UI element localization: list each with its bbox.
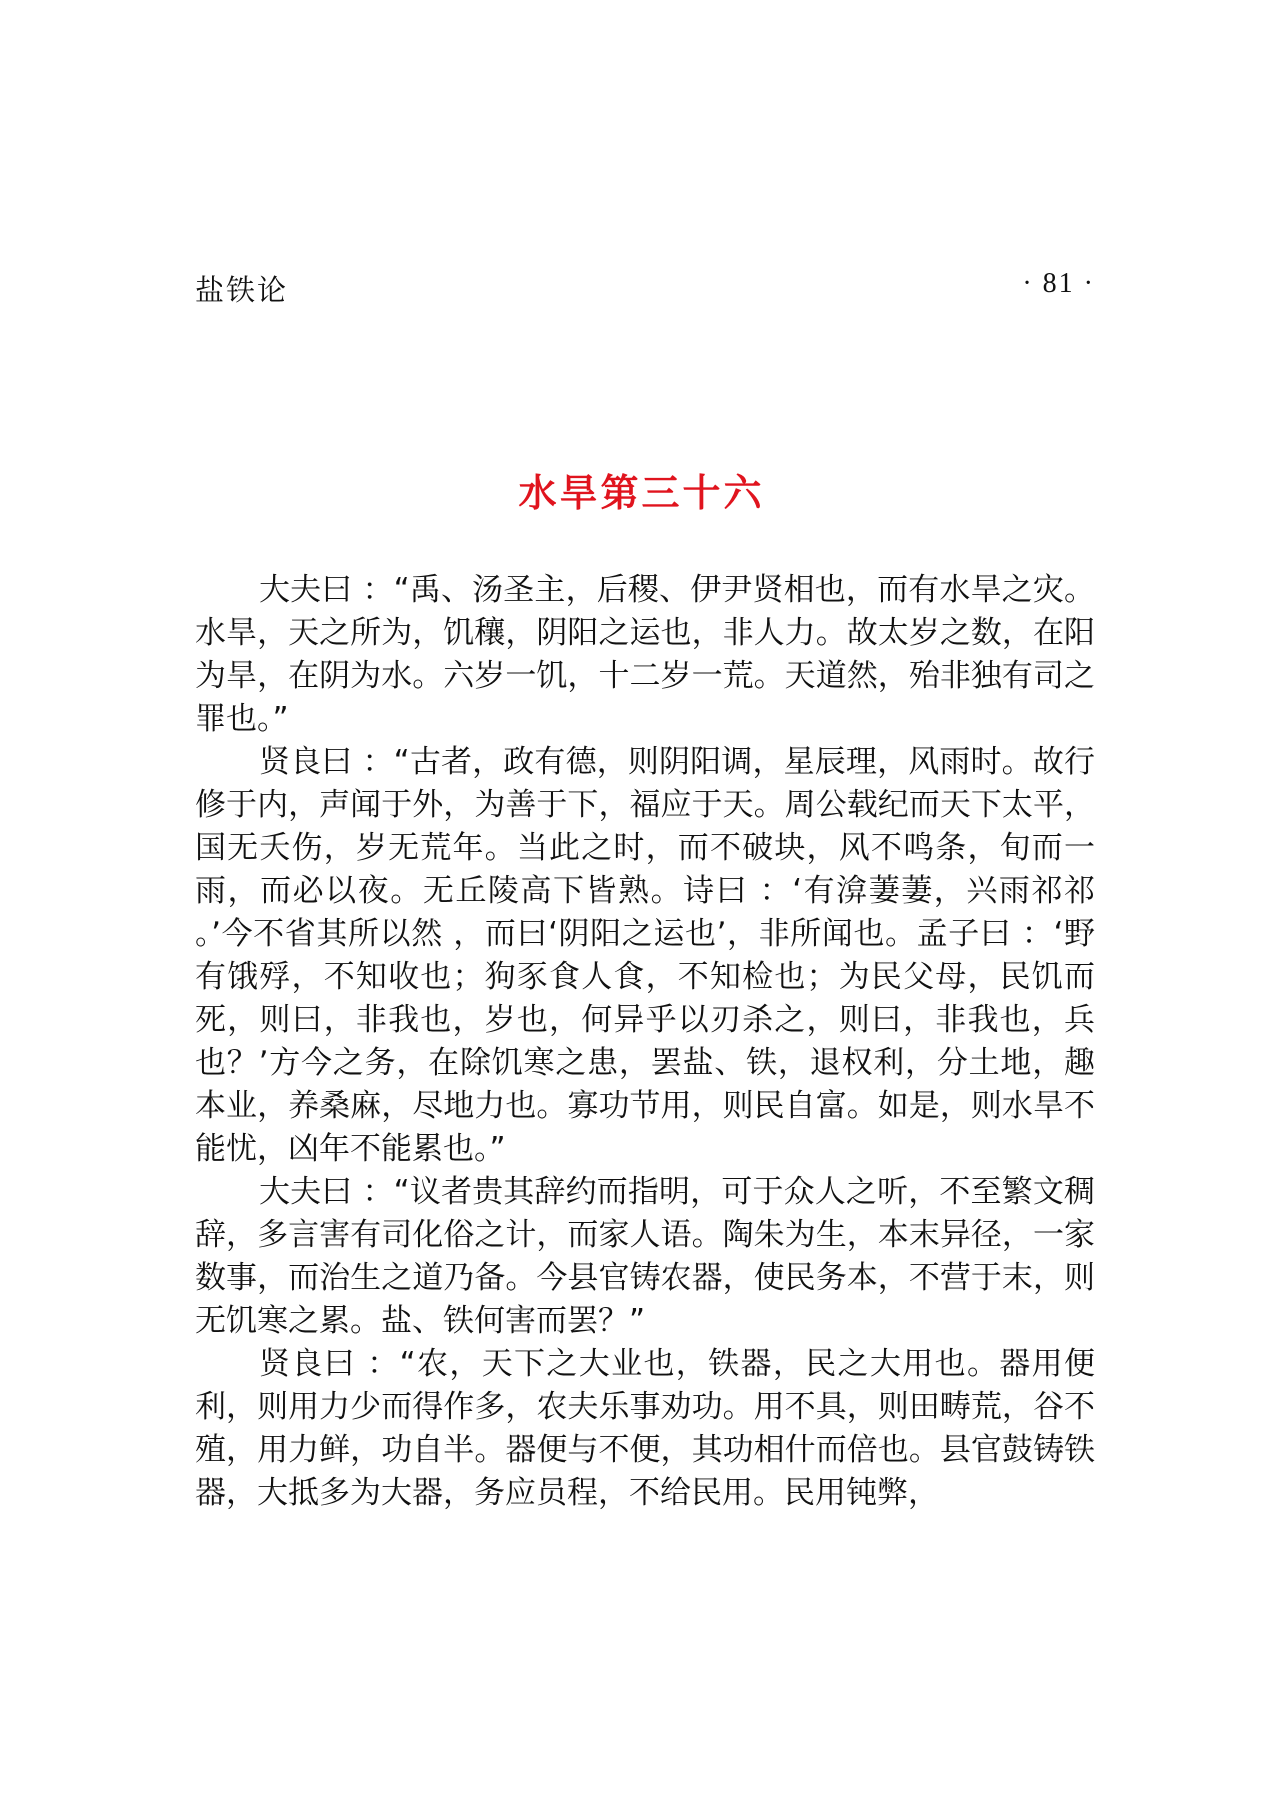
running-head: [195, 268, 1095, 308]
paragraph: 贤良曰 ：“古者，政有德，则阴阳调，星辰理，风雨时。故行修于内，声闻于外，为善于下，福应于天。周公载纪而天下太平，国无夭伤，岁无荒年。当此之时，而不破块，风不鸣条，旬而一雨，而必以夜。无丘陵高下皆熟。诗曰 ：‘有渰萋萋，兴雨祁祁 。’今不省其所以然 ，而曰‘阴阳之运也’，非所闻也。孟子曰 ：‘野有饿殍，不知收也；狗豕食人食，不知检也；为民父母，民饥而死，则曰，非我也，岁也，何异乎以刃杀之，则曰，非我也，兵也？’方今之务，在除饥寒之患，罢盐、铁，退权利，分土地，趣本业，养桑麻，尽地力也。寡功节用，则民自富。如是，则水旱不能忧，凶年不能累也。”: [195, 744, 1095, 1167]
chapter-title: 水旱第三十六: [518, 471, 765, 515]
paragraph: 大夫曰 ：“议者贵其辞约而指明，可于众人之听，不至繁文稠辞，多言害有司化俗之计，而家人语。陶朱为生，本末异径，一家数事，而治生之道乃备。今县官铸农器，使民务本，不营于末，则无饥寒之累。盐、铁何害而罢？”: [195, 1174, 1095, 1339]
paragraph: 大夫曰 ：“禹、汤圣主，后稷、伊尹贤相也，而有水旱之灾。水旱，天之所为，饥穰，阴阳之运也，非人力。故太岁之数，在阳为旱，在阴为水。六岁一饥，十二岁一荒。天道然，殆非独有司之罪也。”: [195, 572, 1095, 737]
page-number: · 81 ·: [1022, 268, 1095, 299]
book-title: 盐铁论: [195, 273, 289, 307]
body-text: [195, 569, 1095, 1515]
paragraph: 贤良曰 ：“农，天下之大业也，铁器，民之大用也。器用便利，则用力少而得作多，农夫乐事劝功。用不具，则田畴荒，谷不殖，用力鲜，功自半。器便与不便，其功相什而倍也。县官鼓铸铁器，大抵多为大器，务应员程，不给民用。民用钝弊，: [195, 1346, 1095, 1511]
